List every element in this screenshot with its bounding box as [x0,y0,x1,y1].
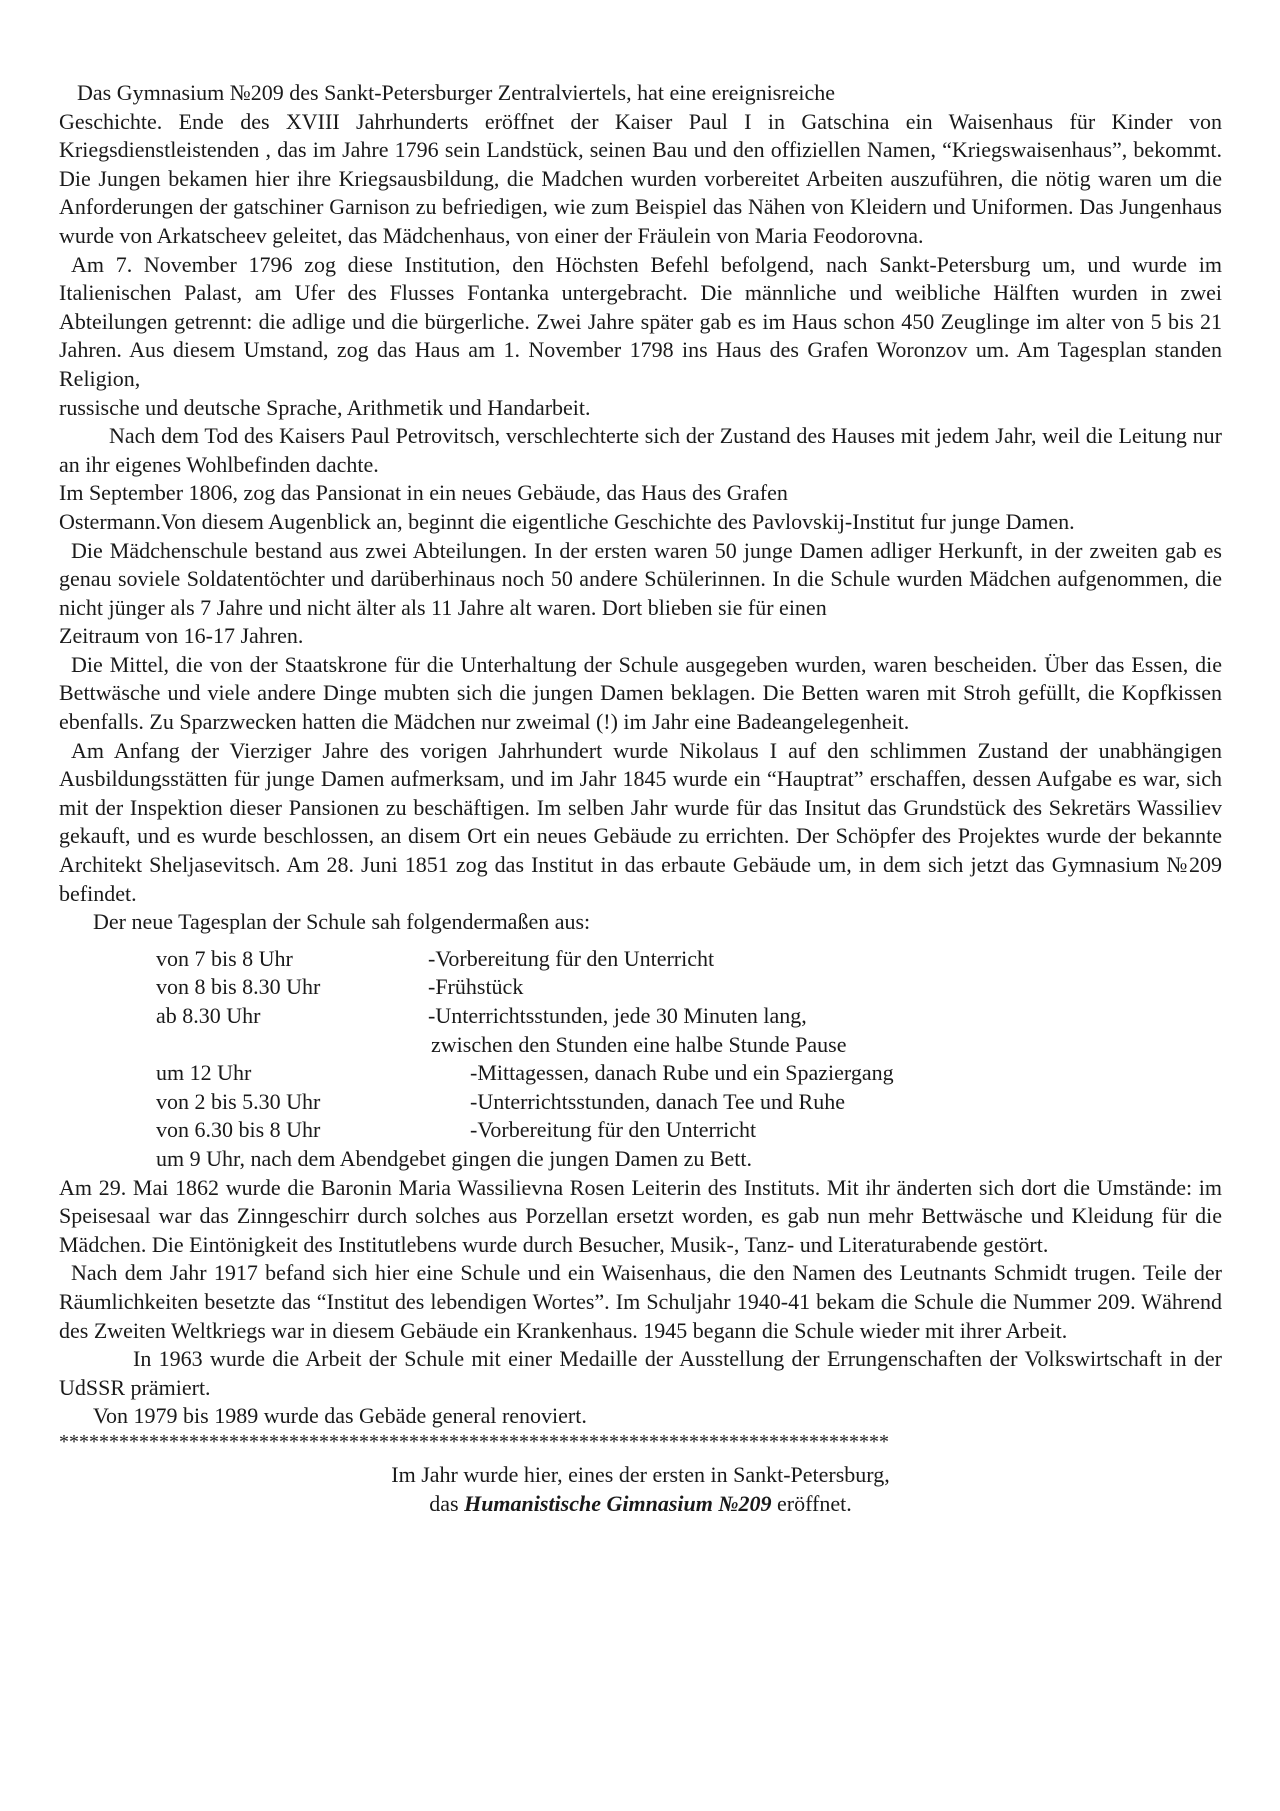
separator-line: *********************************************************************************** [59,1432,889,1451]
paragraph-renovation: Von 1979 bis 1989 wurde das Gebäde general renoviert. [93,1403,587,1429]
paragraph-1796-move: Am 7. November 1796 zog diese Institution, den Höchsten Befehl befolgend, nach Sankt-Petersburg um, und wurde im Italienischen Palast, am Ufer des Flusses Fontanka untergebracht. Die männliche und weibliche Hälften wurden in zwei Abteilungen getrennt: die adlige und die bürgerliche. Zwei Jahre später gab es im Haus schon 450 Zeuglinge im alter von 5 bis 21 Jahren. Aus diesem Umstand, zog das Haus am 1. November 1798 ins Haus des Grafen Woronzov um. Am Tagesplan standen Religion, [59,251,1222,391]
schedule-time: von 8 bis 8.30 Uhr [156,974,321,1000]
paragraph-1845: Am Anfang der Vierziger Jahre des vorigen Jahrhundert wurde Nikolaus I auf den schlimmen Zustand der unabhängigen Ausbildungsstätten für junge Damen aufmerksam, und im Jahr 1845 wurde ein “Hauptrat” erschaffen, dessen Aufgabe es war, sich mit der Inspektion dieser Pansionen zu beschäftigen. Im selben Jahr wurde für das Insitut das Grundstück des Sekretärs Wassiliev gekauft, und es wurde beschlossen, an disem Ort ein neues Gebäude zu errichten. Der Schöpfer des Projektes wurde der bekannte Architekt Sheljasevitsch. Am 28. Juni 1851 zog das Institut in das erbaute Gebäude um, in dem sich jetzt das Gymnasium №209 befindet. [59,737,1222,906]
schedule-time: von 6.30 bis 8 Uhr [156,1117,321,1143]
schedule-activity: -Unterrichtsstunden, danach Tee und Ruhe [470,1088,845,1114]
paragraph-girls-school: Die Mädchenschule bestand aus zwei Abteilungen. In der ersten waren 50 junge Damen adliger Herkunft, in der zweiten gab es genau soviele Soldatentöchter und darüberhinaus noch 50 andere Schülerinnen. In die Schule wurden Mädchen aufgenommen, die nicht jünger als 7 Jahre und nicht älter als 11 Jahre alt waren. Dort blieben sie für einen [59,537,1222,620]
paragraph-intro: Geschichte. Ende des XVIII Jahrhunderts eröffnet der Kaiser Paul I in Gatschina ein Waisenhaus für Kinder von Kriegsdienstleistenden , das im Jahre 1796 sein Landstück, seinen Bau und den offiziellen Namen, “Kriegswaisenhaus”, bekommt. Die Jungen bekamen hier ihre Kriegsausbildung, die Madchen wurden vorbereitet Arbeiten auszuführen, die nötig waren um die Anforderungen der gatschiner Garnison zu befriedigen, wie zum Beispiel das Nähen von Kleidern und Uniformen. Das Jungenhaus wurde von Arkatscheev geleitet, das Mädchenhaus, von einer der Fräulein von Maria Feodorovna. [59,108,1222,248]
closing-line-1: Im Jahr wurde hier, eines der ersten in Sankt-Petersburg, [391,1461,890,1487]
paragraph-1963: In 1963 wurde die Arbeit der Schule mit einer Medaille der Ausstellung der Errungenschaften der Volkswirtschaft in der UdSSR prämiert. [59,1346,1222,1400]
closing-line-2-suffix: eröffnet. [771,1490,852,1516]
paragraph-1806: Ostermann.Von diesem Augenblick an, beginnt die eigentliche Geschichte des Pavlovskij-Institut fur junge Damen. [59,508,1075,534]
schedule-row [59,1059,1222,1088]
schedule-time: ab 8.30 Uhr [156,1003,261,1028]
schedule-time: von 7 bis 8 Uhr [156,945,293,971]
paragraph-1917: Nach dem Jahr 1917 befand sich hier eine Schule und ein Waisenhaus, die den Namen des Leutnants Schmidt trugen. Teile der Räumlichkeiten besetzte das “Institut des lebendigen Wortes”. Im Schuljahr 1940-41 bekam die Schule die Nummer 209. Während des Zweiten Weltkriegs war in diesem Gebäude ein Krankenhaus. 1945 begann die Schule wieder mit ihrer Arbeit. [59,1260,1222,1343]
schedule-row [59,1002,1222,1031]
schedule-row-bedtime [59,1145,1222,1174]
paragraph-1806-first-line: Im September 1806, zog das Pansionat in ein neues Gebäude, das Haus des Grafen [59,480,788,506]
schedule-activity: -Frühstück [428,974,524,1000]
document-page [59,79,1222,1518]
schedule-row-continuation [59,1031,1222,1060]
schedule-activity: zwischen den Stunden eine halbe Stunde Pause [431,1031,847,1057]
paragraph-intro-first-line: Das Gymnasium №209 des Sankt-Petersburger Zentralviertels, hat eine ereignisreiche [77,80,835,105]
paragraph-1796-move-tail: russische und deutsche Sprache, Arithmetik und Handarbeit. [59,394,591,420]
daily-schedule [59,945,1222,1174]
closing-line-2-prefix: das [429,1490,465,1516]
schedule-activity: um 9 Uhr, nach dem Abendgebet gingen die jungen Damen zu Bett. [156,1145,753,1171]
schedule-activity: -Vorbereitung für den Unterricht [428,945,715,971]
school-name: Humanistische Gimnasium №209 [464,1490,772,1516]
schedule-row [59,1088,1222,1117]
paragraph-girls-school-tail: Zeitraum von 16-17 Jahren. [59,623,304,649]
schedule-time: um 12 Uhr [156,1060,252,1086]
paragraph-funding: Die Mittel, die von der Staatskrone für die Unterhaltung der Schule ausgegeben wurden, waren bescheiden. Über das Essen, die Bettwäsche und viele andere Dinge mubten sich die jungen Damen beklagen. Die Betten waren mit Stroh gefüllt, die Kopfkissen ebenfalls. Zu Sparzwecken hatten die Mädchen nur zweimal (!) im Jahr eine Badeangelegenheit. [59,651,1222,735]
closing-line-2 [59,1490,1222,1519]
paragraph-1862: Am 29. Mai 1862 wurde die Baronin Maria Wassilievna Rosen Leiterin des Instituts. Mit ihr änderten sich dort die Umstände: im Speisesaal war das Zinngeschirr durch solches aus Porzellan ersetzt worden, es gab nun mehr Bettwäsche und Kleidung für die Mädchen. Die Eintönigkeit des Institutlebens wurde durch Besucher, Musik-, Tanz- und Literaturabende gestört. [59,1174,1222,1257]
closing-note [59,1461,1222,1518]
schedule-activity: -Mittagessen, danach Rube und ein Spaziergang [470,1060,894,1086]
schedule-row [59,945,1222,974]
schedule-activity: -Unterrichtsstunden, jede 30 Minuten lang, [428,1003,807,1028]
schedule-row [59,1116,1222,1145]
schedule-activity: -Vorbereitung für den Unterricht [470,1117,757,1143]
paragraph-schedule-intro: Der neue Tagesplan der Schule sah folgendermaßen aus: [93,909,591,935]
schedule-row [59,973,1222,1002]
schedule-time: von 2 bis 5.30 Uhr [156,1088,321,1114]
paragraph-paul-death: Nach dem Tod des Kaisers Paul Petrovitsch, verschlechterte sich der Zustand des Hauses mit jedem Jahr, weil die Leitung nur an ihr eigenes Wohlbefinden dachte. [59,423,1222,477]
